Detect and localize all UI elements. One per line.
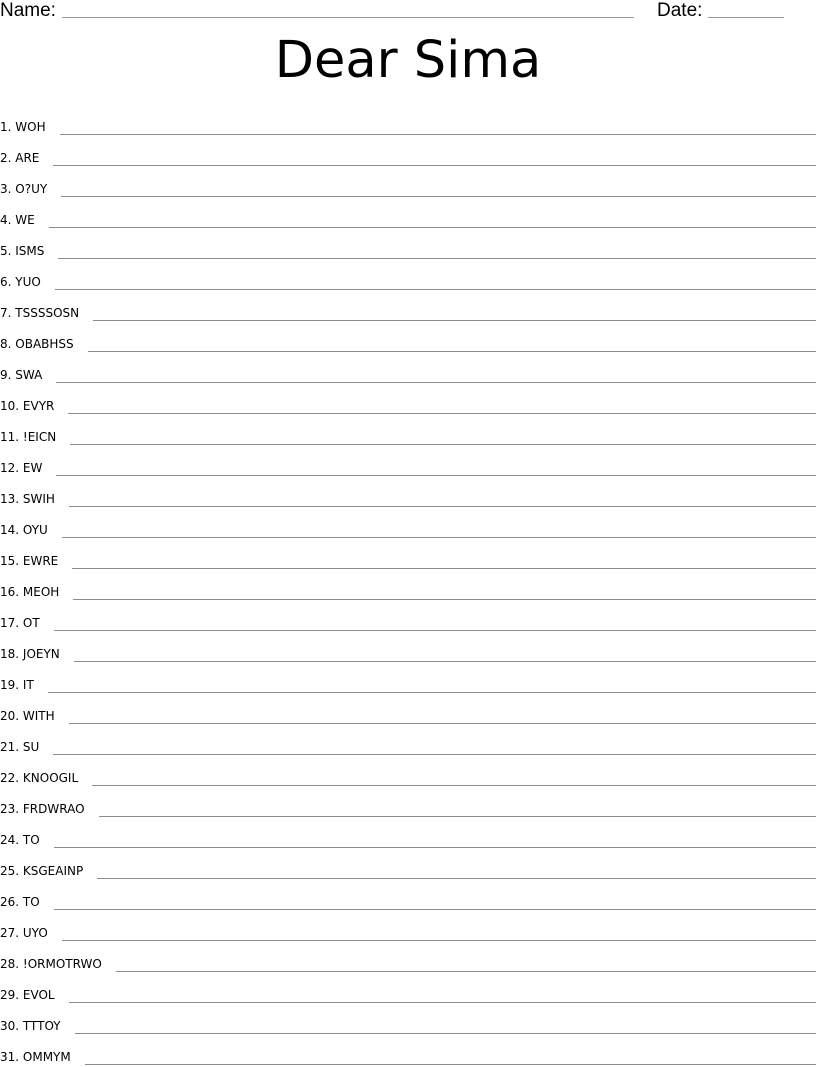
answer-line bbox=[56, 382, 816, 383]
list-item bbox=[0, 230, 816, 261]
answer-line bbox=[70, 444, 816, 445]
scramble-word-label: 16. MEOH bbox=[0, 585, 60, 599]
list-item bbox=[0, 540, 816, 571]
scramble-word-label: 26. TO bbox=[0, 895, 40, 909]
list-item bbox=[0, 199, 816, 230]
date-label: Date: bbox=[657, 0, 703, 21]
scramble-word-label: 9. SWA bbox=[0, 368, 43, 382]
scramble-word-label: 7. TSSSSOSN bbox=[0, 306, 80, 320]
list-item bbox=[0, 974, 816, 1005]
list-item bbox=[0, 385, 816, 416]
answer-line bbox=[92, 785, 816, 786]
scramble-word-label: 31. OMMYM bbox=[0, 1050, 71, 1064]
answer-line bbox=[61, 196, 816, 197]
list-item bbox=[0, 726, 816, 757]
answer-line bbox=[58, 258, 816, 259]
answer-line bbox=[85, 1064, 816, 1065]
scramble-word-label: 23. FRDWRAO bbox=[0, 802, 85, 816]
list-item bbox=[0, 602, 816, 633]
scramble-word-label: 18. JOEYN bbox=[0, 647, 60, 661]
answer-line bbox=[49, 227, 816, 228]
list-item bbox=[0, 664, 816, 695]
scramble-word-label: 25. KSGEAINP bbox=[0, 864, 84, 878]
list-item bbox=[0, 571, 816, 602]
list-item bbox=[0, 850, 816, 881]
scramble-word-label: 4. WE bbox=[0, 213, 35, 227]
list-item bbox=[0, 757, 816, 788]
scramble-word-label: 22. KNOOGIL bbox=[0, 771, 79, 785]
answer-line bbox=[62, 940, 816, 941]
list-item bbox=[0, 478, 816, 509]
scramble-word-label: 6. YUO bbox=[0, 275, 41, 289]
scramble-word-label: 28. !ORMOTRWO bbox=[0, 957, 102, 971]
scramble-word-label: 21. SU bbox=[0, 740, 40, 754]
scramble-word-label: 30. TTTOY bbox=[0, 1019, 61, 1033]
answer-line bbox=[116, 971, 816, 972]
answer-line bbox=[75, 1033, 816, 1034]
list-item bbox=[0, 1005, 816, 1036]
scramble-word-label: 1. WOH bbox=[0, 120, 46, 134]
answer-line bbox=[62, 537, 816, 538]
list-item bbox=[0, 509, 816, 540]
answer-line bbox=[93, 320, 816, 321]
scramble-word-label: 17. OT bbox=[0, 616, 40, 630]
list-item bbox=[0, 137, 816, 168]
list-item bbox=[0, 633, 816, 664]
answer-line bbox=[97, 878, 816, 879]
answer-line bbox=[55, 289, 816, 290]
worksheet-title: Dear Sima bbox=[274, 31, 542, 90]
list-item bbox=[0, 168, 816, 199]
scramble-word-label: 3. O?UY bbox=[0, 182, 48, 196]
list-item bbox=[0, 1036, 816, 1067]
scramble-word-label: 8. OBABHSS bbox=[0, 337, 74, 351]
answer-line bbox=[53, 165, 816, 166]
scramble-word-label: 29. EVOL bbox=[0, 988, 55, 1002]
answer-line bbox=[56, 475, 816, 476]
answer-line bbox=[60, 134, 816, 135]
answer-line bbox=[73, 599, 816, 600]
scramble-word-label: 5. ISMS bbox=[0, 244, 45, 258]
scramble-list bbox=[0, 106, 816, 1067]
list-item bbox=[0, 695, 816, 726]
answer-line bbox=[54, 630, 816, 631]
list-item bbox=[0, 788, 816, 819]
answer-line bbox=[74, 661, 816, 662]
scramble-word-label: 2. ARE bbox=[0, 151, 40, 165]
answer-line bbox=[88, 351, 816, 352]
list-item bbox=[0, 292, 816, 323]
list-item bbox=[0, 447, 816, 478]
answer-line bbox=[54, 847, 816, 848]
scramble-word-label: 14. OYU bbox=[0, 523, 48, 537]
answer-line bbox=[69, 506, 816, 507]
scramble-word-label: 24. TO bbox=[0, 833, 40, 847]
list-item bbox=[0, 323, 816, 354]
scramble-word-label: 27. UYO bbox=[0, 926, 48, 940]
answer-line bbox=[54, 909, 816, 910]
scramble-word-label: 20. WITH bbox=[0, 709, 55, 723]
scramble-word-label: 12. EW bbox=[0, 461, 43, 475]
answer-line bbox=[72, 568, 816, 569]
list-item bbox=[0, 819, 816, 850]
list-item bbox=[0, 106, 816, 137]
list-item bbox=[0, 261, 816, 292]
list-item bbox=[0, 416, 816, 447]
date-field-line bbox=[708, 17, 784, 18]
answer-line bbox=[99, 816, 816, 817]
worksheet-header bbox=[0, 0, 816, 26]
answer-line bbox=[69, 1002, 816, 1003]
list-item bbox=[0, 354, 816, 385]
scramble-word-label: 11. !EICN bbox=[0, 430, 57, 444]
answer-line bbox=[69, 723, 816, 724]
name-field-line bbox=[62, 17, 634, 18]
answer-line bbox=[53, 754, 816, 755]
answer-line bbox=[48, 692, 816, 693]
scramble-word-label: 10. EVYR bbox=[0, 399, 55, 413]
answer-line bbox=[68, 413, 816, 414]
list-item bbox=[0, 943, 816, 974]
scramble-word-label: 13. SWIH bbox=[0, 492, 55, 506]
scramble-word-label: 15. EWRE bbox=[0, 554, 59, 568]
list-item bbox=[0, 912, 816, 943]
scramble-word-label: 19. IT bbox=[0, 678, 34, 692]
name-label: Name: bbox=[0, 0, 56, 21]
list-item bbox=[0, 881, 816, 912]
